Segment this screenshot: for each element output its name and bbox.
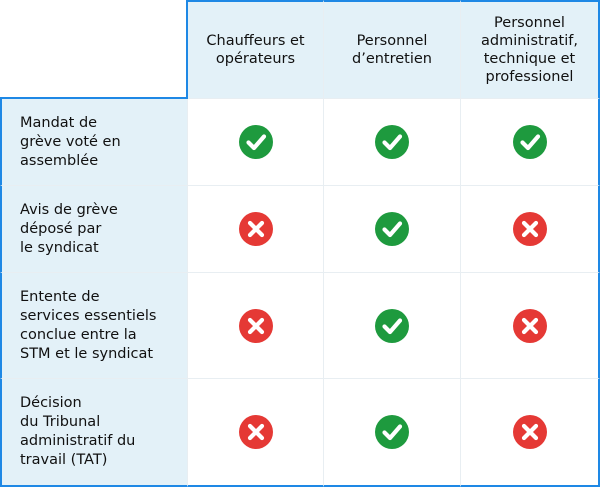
- table-corner: [0, 0, 188, 99]
- check-circle-icon: [374, 308, 410, 344]
- x-circle-icon: [238, 211, 274, 247]
- x-circle-icon: [512, 414, 548, 450]
- column-header-entretien: Personnel d’entretien: [324, 0, 461, 99]
- column-header-administratif: Personnel administratif, technique et professionel: [461, 0, 600, 99]
- status-cell: [188, 273, 324, 379]
- status-cell: [461, 273, 600, 379]
- x-circle-icon: [512, 211, 548, 247]
- x-circle-icon: [238, 414, 274, 450]
- status-cell: [461, 186, 600, 273]
- status-cell: [188, 379, 324, 487]
- status-cell: [324, 99, 461, 186]
- check-circle-icon: [374, 414, 410, 450]
- status-cell: [461, 379, 600, 487]
- column-header-chauffeurs: Chauffeurs et opérateurs: [188, 0, 324, 99]
- status-cell: [324, 186, 461, 273]
- x-circle-icon: [512, 308, 548, 344]
- check-circle-icon: [512, 124, 548, 160]
- check-circle-icon: [238, 124, 274, 160]
- status-cell: [324, 273, 461, 379]
- status-cell: [461, 99, 600, 186]
- x-circle-icon: [238, 308, 274, 344]
- check-circle-icon: [374, 124, 410, 160]
- row-header-decision: Décision du Tribunal administratif du travail (TAT): [0, 379, 188, 487]
- row-header-entente: Entente de services essentiels conclue entre la STM et le syndicat: [0, 273, 188, 379]
- row-header-mandat: Mandat de grève voté en assemblée: [0, 99, 188, 186]
- row-header-avis: Avis de grève déposé par le syndicat: [0, 186, 188, 273]
- status-cell: [188, 186, 324, 273]
- status-cell: [188, 99, 324, 186]
- check-circle-icon: [374, 211, 410, 247]
- status-cell: [324, 379, 461, 487]
